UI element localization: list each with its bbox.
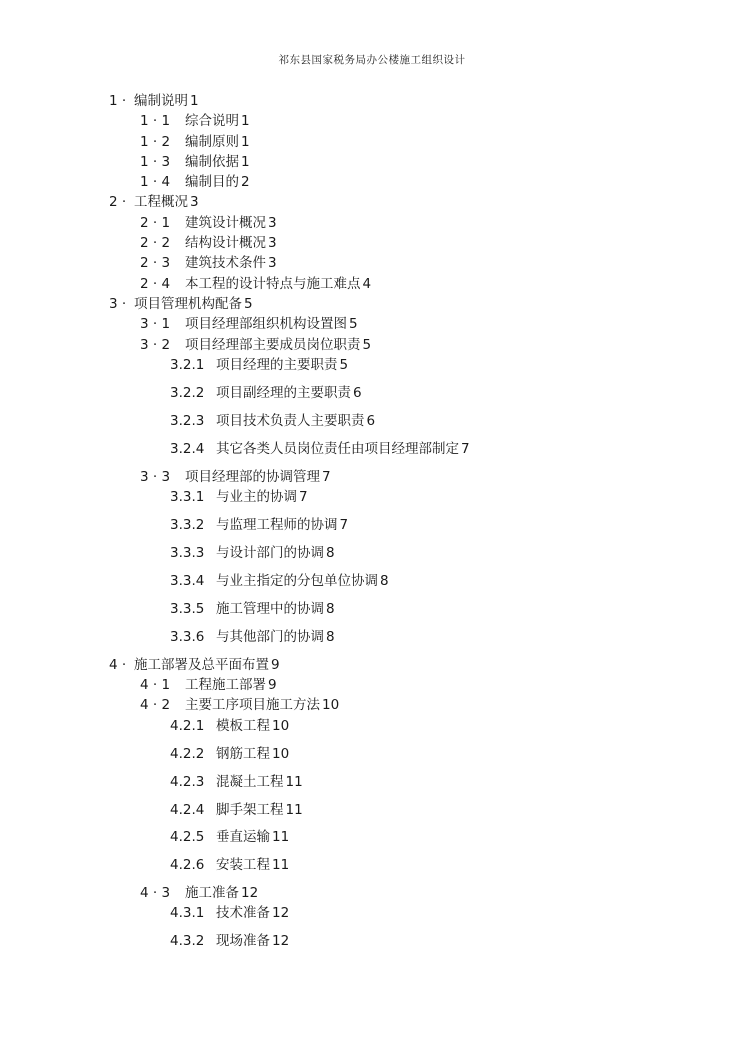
toc-entry-page: 1 bbox=[241, 154, 250, 170]
toc-entry-title: 技术准备 bbox=[216, 905, 270, 921]
toc-entry bbox=[170, 440, 470, 458]
toc-entry-page: 10 bbox=[272, 718, 290, 734]
toc-entry-title: 混凝土工程 bbox=[216, 774, 284, 790]
toc-entry-page: 11 bbox=[272, 857, 290, 873]
toc-entry-page: 1 bbox=[190, 93, 199, 109]
toc-entry-title: 建筑设计概况 bbox=[185, 215, 266, 231]
toc-entry-number: 4 · bbox=[109, 657, 127, 673]
toc-entry-page: 6 bbox=[366, 413, 376, 429]
toc-entry-title: 项目经理部组织机构设置图 bbox=[185, 316, 347, 332]
toc-entry bbox=[140, 234, 277, 252]
toc-entry-number: 2 · 4 bbox=[140, 276, 171, 292]
toc-entry-number: 3.2.2 bbox=[170, 385, 205, 401]
toc-entry-number: 3.3.4 bbox=[170, 573, 205, 589]
toc-entry-title: 项目经理部的协调管理 bbox=[185, 469, 320, 485]
toc-entry-page: 1 bbox=[241, 134, 250, 150]
toc-entry-number: 3 · 3 bbox=[140, 469, 171, 485]
toc-entry bbox=[170, 600, 335, 618]
toc-entry-page: 8 bbox=[326, 629, 335, 645]
toc-entry-page: 12 bbox=[272, 905, 290, 921]
toc-entry-number: 3.3.5 bbox=[170, 601, 205, 617]
toc-entry-title: 工程施工部署 bbox=[185, 677, 266, 693]
toc-entry bbox=[140, 676, 277, 694]
toc-entry-title: 项目管理机构配备 bbox=[134, 296, 242, 312]
toc-entry-title: 工程概况 bbox=[134, 194, 188, 210]
toc-entry-title: 脚手架工程 bbox=[216, 802, 284, 818]
toc-entry-page: 6 bbox=[353, 385, 362, 401]
toc-entry-page: 5 bbox=[349, 316, 358, 332]
toc-entry bbox=[170, 488, 308, 506]
toc-entry-title: 综合说明 bbox=[185, 113, 239, 129]
toc-entry bbox=[170, 932, 289, 950]
toc-entry-page: 3 bbox=[268, 235, 277, 251]
toc-entry-number: 2 · bbox=[109, 194, 127, 210]
toc-entry-number: 3.2.3 bbox=[170, 413, 205, 429]
toc-entry-page: 3 bbox=[190, 194, 199, 210]
toc-entry-number: 3 · bbox=[109, 296, 127, 312]
toc-entry bbox=[170, 828, 289, 846]
toc-entry-number: 4.2.2 bbox=[170, 746, 205, 762]
toc-entry bbox=[140, 468, 331, 486]
toc-entry-title: 编制依据 bbox=[185, 154, 239, 170]
toc-entry-page: 12 bbox=[272, 933, 290, 949]
toc-entry-title: 编制原则 bbox=[185, 134, 239, 150]
toc-entry-title: 与监理工程师的协调 bbox=[216, 517, 338, 533]
toc-entry-page: 10 bbox=[322, 697, 340, 713]
toc-entry-title: 编制目的 bbox=[185, 174, 239, 190]
toc-entry bbox=[140, 336, 371, 354]
toc-entry-title: 项目技术负责人主要职责 bbox=[216, 413, 365, 429]
toc-entry bbox=[140, 173, 250, 191]
toc-entry-number: 4.3.1 bbox=[170, 905, 205, 921]
toc-entry-title: 建筑技术条件 bbox=[185, 255, 266, 271]
toc-entry bbox=[170, 384, 362, 402]
toc-entry-title: 施工管理中的协调 bbox=[216, 601, 324, 617]
toc-entry-page: 11 bbox=[272, 829, 290, 845]
toc-entry-title: 项目副经理的主要职责 bbox=[216, 385, 351, 401]
toc-entry-number: 3.3.2 bbox=[170, 517, 205, 533]
toc-entry-page: 7 bbox=[461, 441, 470, 457]
toc-entry-number: 1 · bbox=[109, 93, 127, 109]
toc-entry bbox=[170, 572, 389, 590]
toc-entry-title: 施工准备 bbox=[185, 885, 239, 901]
toc-entry bbox=[140, 153, 250, 171]
toc-entry-page: 8 bbox=[326, 545, 335, 561]
toc-entry bbox=[170, 717, 289, 735]
toc-entry-number: 3.3.3 bbox=[170, 545, 205, 561]
toc-entry bbox=[109, 92, 199, 110]
toc-entry bbox=[170, 773, 303, 791]
toc-entry-page: 7 bbox=[339, 517, 349, 533]
toc-entry-page: 11 bbox=[285, 802, 303, 818]
toc-entry-page: 9 bbox=[271, 657, 280, 673]
toc-entry-title: 模板工程 bbox=[216, 718, 270, 734]
toc-entry-number: 3.3.6 bbox=[170, 629, 205, 645]
toc-entry-number: 1 · 4 bbox=[140, 174, 171, 190]
toc-entry-title: 编制说明 bbox=[134, 93, 188, 109]
toc-entry-page: 7 bbox=[299, 489, 308, 505]
toc-entry-title: 现场准备 bbox=[216, 933, 270, 949]
toc-entry-page: 9 bbox=[268, 677, 277, 693]
toc-entry-number: 4.2.4 bbox=[170, 802, 205, 818]
toc-entry-page: 8 bbox=[380, 573, 389, 589]
toc-entry bbox=[109, 656, 280, 674]
toc-entry-number: 3 · 1 bbox=[140, 316, 171, 332]
toc-entry-title: 其它各类人员岗位责任由项目经理部制定 bbox=[216, 441, 459, 457]
toc-entry-number: 4 · 1 bbox=[140, 677, 171, 693]
toc-entry-number: 3 · 2 bbox=[140, 337, 171, 353]
toc-entry-number: 4.2.6 bbox=[170, 857, 205, 873]
toc-entry-title: 与业主的协调 bbox=[216, 489, 297, 505]
toc-entry-title: 结构设计概况 bbox=[185, 235, 266, 251]
toc-entry bbox=[140, 275, 371, 293]
toc-entry-page: 7 bbox=[322, 469, 331, 485]
toc-entry bbox=[140, 133, 250, 151]
toc-entry-page: 3 bbox=[268, 255, 277, 271]
toc-entry bbox=[170, 544, 335, 562]
toc-entry bbox=[170, 801, 303, 819]
toc-entry-number: 4.2.3 bbox=[170, 774, 205, 790]
toc-entry bbox=[170, 516, 348, 534]
toc-entry-page: 4 bbox=[362, 276, 372, 292]
toc-entry bbox=[170, 745, 289, 763]
toc-entry-number: 4 · 2 bbox=[140, 697, 171, 713]
toc-entry-number: 2 · 3 bbox=[140, 255, 171, 271]
toc-entry bbox=[170, 856, 289, 874]
toc-entry bbox=[170, 628, 335, 646]
toc-entry-number: 1 · 1 bbox=[140, 113, 171, 129]
toc-entry-title: 钢筋工程 bbox=[216, 746, 270, 762]
toc-entry-title: 安装工程 bbox=[216, 857, 270, 873]
toc-entry bbox=[140, 315, 358, 333]
toc-entry-page: 5 bbox=[339, 357, 349, 373]
toc-entry-page: 3 bbox=[268, 215, 277, 231]
toc-entry-number: 3.3.1 bbox=[170, 489, 205, 505]
toc-entry-page: 8 bbox=[326, 601, 335, 617]
toc-entry bbox=[170, 356, 348, 374]
toc-entry-title: 施工部署及总平面布置 bbox=[134, 657, 269, 673]
toc-entry-number: 1 · 2 bbox=[140, 134, 171, 150]
toc-entry-number: 4.3.2 bbox=[170, 933, 205, 949]
toc-entry-page: 12 bbox=[241, 885, 259, 901]
toc-entry-number: 2 · 2 bbox=[140, 235, 171, 251]
toc-entry-title: 主要工序项目施工方法 bbox=[185, 697, 320, 713]
toc-entry-page: 5 bbox=[244, 296, 253, 312]
toc-entry bbox=[170, 412, 375, 430]
toc-entry-page: 10 bbox=[272, 746, 290, 762]
toc-entry bbox=[140, 884, 258, 902]
toc-entry-title: 本工程的设计特点与施工难点 bbox=[185, 276, 361, 292]
toc-entry bbox=[140, 254, 277, 272]
toc-entry-page: 1 bbox=[241, 113, 250, 129]
toc-entry-title: 项目经理的主要职责 bbox=[216, 357, 338, 373]
toc-entry-page: 11 bbox=[285, 774, 303, 790]
toc-entry-number: 3.2.1 bbox=[170, 357, 205, 373]
toc-entry-page: 5 bbox=[362, 337, 372, 353]
toc-entry bbox=[140, 112, 250, 130]
toc-entry-page: 2 bbox=[241, 174, 250, 190]
toc-entry-title: 垂直运输 bbox=[216, 829, 270, 845]
toc-entry-number: 4.2.5 bbox=[170, 829, 205, 845]
toc-entry bbox=[170, 904, 289, 922]
toc-entry-number: 3.2.4 bbox=[170, 441, 205, 457]
toc-entry bbox=[109, 193, 199, 211]
toc-entry-title: 与其他部门的协调 bbox=[216, 629, 324, 645]
toc-entry bbox=[140, 214, 277, 232]
toc-entry-number: 2 · 1 bbox=[140, 215, 171, 231]
toc-entry-title: 项目经理部主要成员岗位职责 bbox=[185, 337, 361, 353]
toc-entry bbox=[109, 295, 253, 313]
toc-entry bbox=[140, 696, 339, 714]
toc-entry-title: 与设计部门的协调 bbox=[216, 545, 324, 561]
toc-entry-number: 1 · 3 bbox=[140, 154, 171, 170]
toc-entry-number: 4.2.1 bbox=[170, 718, 205, 734]
toc-entry-number: 4 · 3 bbox=[140, 885, 171, 901]
page-header: 祁东县国家税务局办公楼施工组织设计 bbox=[278, 54, 466, 66]
toc-entry-title: 与业主指定的分包单位协调 bbox=[216, 573, 378, 589]
